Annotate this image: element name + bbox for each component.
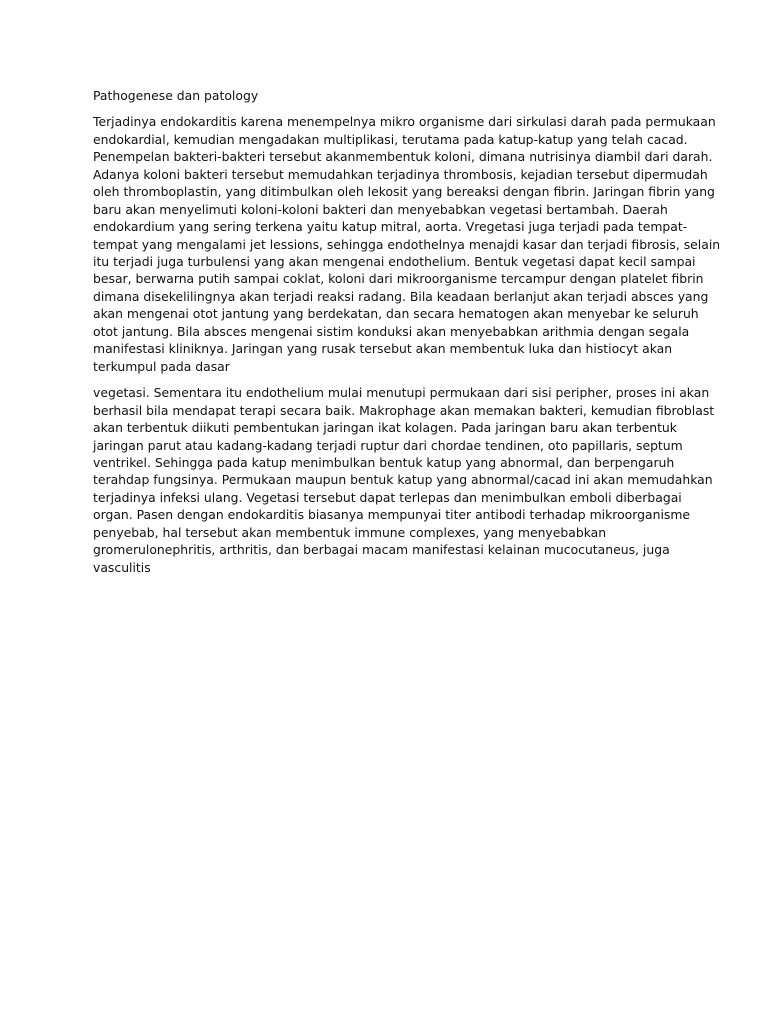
paragraph-line: penyebab, hal tersebut akan membentuk immune complexes, yang menyebabkan [93,524,607,540]
paragraph-line: ventrikel. Sehingga pada katup menimbulkan bentuk katup yang abnormal, dan berpengaruh [93,455,675,471]
paragraph-line: vasculitis [93,559,151,575]
paragraph-line: Penempelan bakteri-bakteri tersebut akanmembentuk koloni, dimana nutrisinya diambil dari darah. [93,149,713,165]
paragraph-line: Adanya koloni bakteri tersebut memudahkan terjadinya thrombosis, kejadian tersebut dipermudah [93,166,708,182]
paragraph-line: endokardium yang sering terkena yaitu katup mitral, aorta. Vregetasi juga terjadi pada tempat- [93,219,688,235]
paragraph-line: gromerulonephritis, arthritis, dan berbagai macam manifestasi kelainan mucocutaneus, juga [93,542,670,558]
paragraph-line: endokardial, kemudian mengadakan multiplikasi, terutama pada katup-katup yang telah cacad. [93,131,688,147]
paragraph-line: besar, berwarna putih sampai coklat, koloni dari mikroorganisme tercampur dengan platelet fibrin [93,271,704,287]
paragraph-1 [93,113,721,375]
paragraph-line: dimana disekelilingnya akan terjadi reaksi radang. Bila keadaan berlanjut akan terjadi absces yang [93,288,709,304]
paragraph-line: jaringan parut atau kadang-kadang terjadi ruptur dari chordae tendinen, oto papillaris, septum [93,437,683,453]
paragraph-line: baru akan menyelimuti koloni-koloni bakteri dan menyebabkan vegetasi bertambah. Daerah [93,201,668,217]
paragraph-line: akan terbentuk diikuti pembentukan jaringan ikat kolagen. Pada jaringan baru akan terbentuk [93,420,677,436]
paragraph-line: akan mengenai otot jantung yang berdekatan, dan secara hematogen akan menyebar ke seluruh [93,306,699,322]
paragraph-line: manifestasi kliniknya. Jaringan yang rusak tersebut akan membentuk luka dan histiocyt akan [93,341,673,357]
paragraph-line: terkumpul pada dasar [93,358,230,374]
paragraph-line: berhasil bila mendapat terapi secara baik. Makrophage akan memakan bakteri, kemudian fibroblast [93,402,715,418]
paragraph-line: oleh thromboplastin, yang ditimbulkan oleh lekosit yang bereaksi dengan fibrin. Jaringan fibrin yang [93,184,715,200]
paragraph-line: organ. Pasen dengan endokarditis biasanya mempunyai titer antibodi terhadap mikroorganisme [93,507,691,523]
paragraph-2 [93,384,715,576]
paragraph-line: vegetasi. Sementara itu endothelium mulai menutupi permukaan dari sisi peripher, proses ini akan [93,385,710,401]
paragraph-line: terjadinya infeksi ulang. Vegetasi tersebut dapat terlepas dan menimbulkan emboli diberbagai [93,489,682,505]
paragraph-line: tempat yang mengalami jet lessions, sehingga endothelnya menajdi kasar dan terjadi fibrosis, selain [93,236,721,252]
paragraph-line: otot jantung. Bila absces mengenai sistim konduksi akan menyebabkan arithmia dengan segala [93,323,690,339]
paragraph-line: terahdap fungsinya. Permukaan maupun bentuk katup yang abnormal/cacad ini akan memudahkan [93,472,713,488]
document-title: Pathogenese dan patology [93,88,259,103]
paragraph-line: itu terjadi juga turbulensi yang akan mengenai endothelium. Bentuk vegetasi dapat kecil sampai [93,254,696,270]
paragraph-line: Terjadinya endokarditis karena menempelnya mikro organisme dari sirkulasi darah pada permukaan [93,114,716,130]
